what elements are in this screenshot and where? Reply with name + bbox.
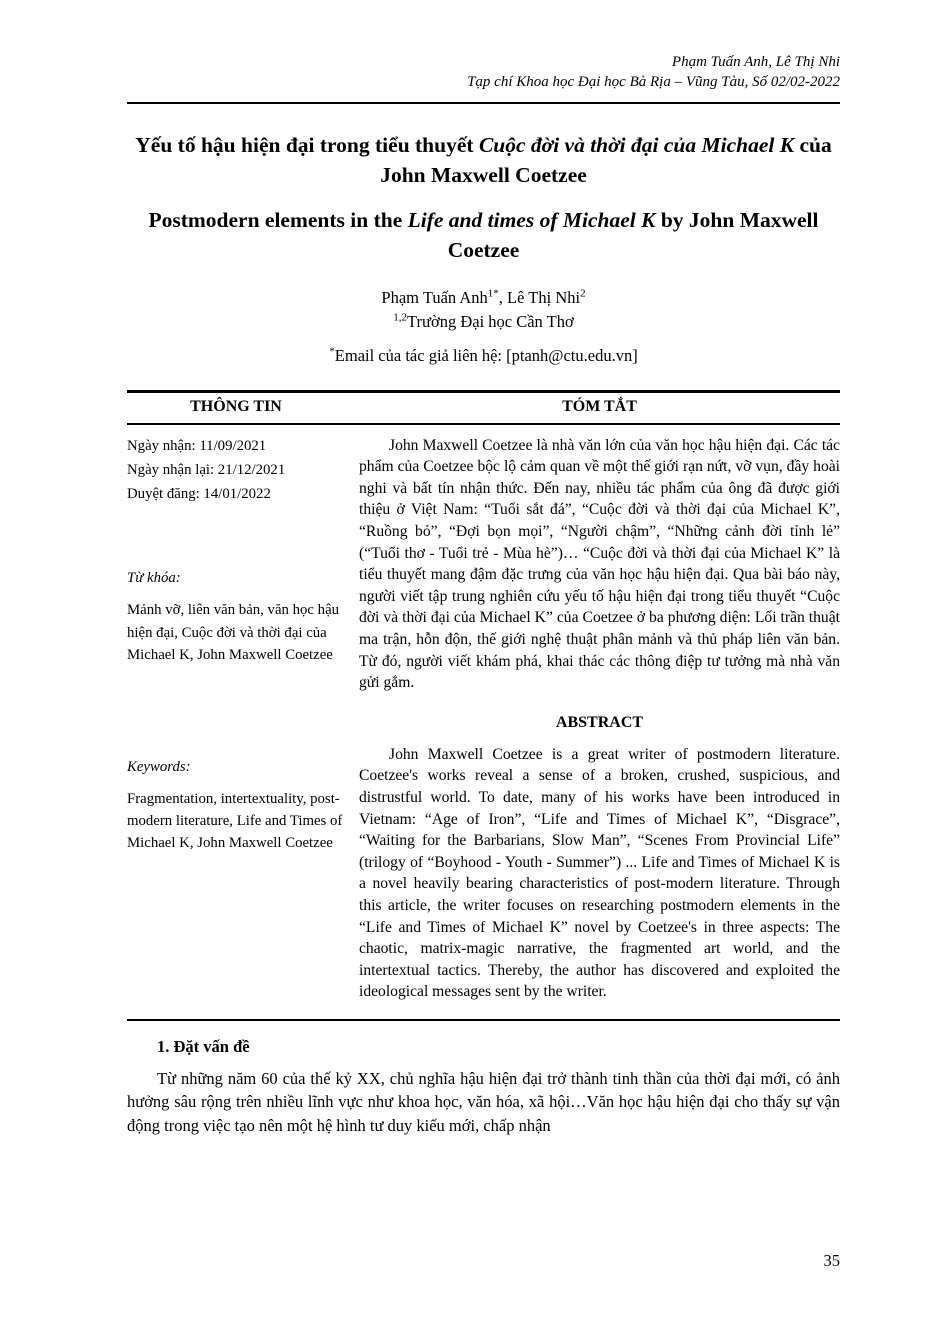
author-2-superscript: 2 <box>580 287 586 300</box>
column-gap <box>345 435 359 1003</box>
page-number: 35 <box>823 1251 840 1270</box>
affiliation-text: Trường Đại học Cần Thơ <box>407 311 574 331</box>
title-vietnamese <box>127 130 840 191</box>
contact-email-line <box>127 346 840 366</box>
affiliation-superscript: 1,2 <box>393 311 408 324</box>
title-english <box>127 205 840 266</box>
keywords-vn-text: Mảnh vỡ, liên văn bản, văn học hậu hiện đại, Cuộc đời và thời đại của Michael K, John Maxwell Coetzee <box>127 602 340 663</box>
info-abstract-table <box>127 390 840 1021</box>
keywords-vn-label: Từ khóa: <box>127 570 181 587</box>
running-head <box>127 52 840 93</box>
affiliation <box>127 312 840 332</box>
dates-block <box>127 435 345 506</box>
abstract-column <box>359 435 840 1003</box>
table-header-row <box>127 393 840 425</box>
column-gap <box>345 398 359 416</box>
keywords-en-label: Keywords: <box>127 758 191 775</box>
title-vn-italic: Cuộc đời và thời đại của Michael K <box>478 132 795 157</box>
email-superscript: * <box>329 345 335 358</box>
info-column-header: THÔNG TIN <box>190 397 282 415</box>
author-2: , Lê Thị Nhi <box>498 287 581 307</box>
revised-date: Ngày nhận lại: 21/12/2021 <box>127 461 286 478</box>
title-en-italic: Life and times of Michael K <box>407 207 656 232</box>
title-en-post: by John Maxwell Coetzee <box>447 207 819 263</box>
accepted-date: Duyệt đăng: 14/01/2022 <box>127 485 271 502</box>
email-text: Email của tác giả liên hệ: [ptanh@ctu.edu.vn] <box>334 345 638 365</box>
table-body-row <box>127 425 840 1019</box>
abstract-column-header: TÓM TẮT <box>562 397 637 415</box>
author-names <box>127 288 840 308</box>
abstract-english: John Maxwell Coetzee is a great writer of postmodern literature. Coetzee's works reveal a sense of a broken, crushed, suspicious, and distrustful world. To date, many of his works have been introduced in Vietnam: “Age of Iron”, “Life and Times of Michael K”, “Disgrace”, “Waiting for the Barbarians, Slow Man”, “Scenes From Provincial Life” (trilogy of “Boyhood - Youth - Summer”) ... Life and Times of Michael K is a novel heavily bearing characteristics of post-modern literature. Through this article, the writer focuses on researching postmodern elements in the “Life and Times of Michael K” novel by Coetzee's in three aspects: The chaotic, matrix-magic narrative, the fragmented art world, and the intertextual tactics. Thereby, the author has discovered and exploited the ideological messages sent by the writer. <box>359 745 840 1001</box>
received-date: Ngày nhận: 11/09/2021 <box>127 437 267 454</box>
title-en-pre: Postmodern elements in the <box>148 207 408 232</box>
title-vn-pre: Yếu tố hậu hiện đại trong tiểu thuyết <box>135 132 479 157</box>
abstract-english-header: ABSTRACT <box>555 713 644 731</box>
title-vn-post: của John Maxwell Coetzee <box>380 132 832 188</box>
running-head-authors: Phạm Tuấn Anh, Lê Thị Nhi <box>671 54 840 70</box>
abstract-vietnamese: John Maxwell Coetzee là nhà văn lớn của văn học hậu hiện đại. Các tác phẩm của Coetzee bộc lộ cảm quan về một thế giới rạn nứt, vỡ vụn, đầy hoài nghi và bất tín nhận thức. Đến nay, nhiều tác phẩm của ông đã được giới thiệu ở Việt Nam: “Tuổi sắt đá”, “Cuộc đời và thời đại của Michael K”, “Ruồng bỏ”, “Đợi bọn mọi”, “Người chậm”, “Những cảnh đời tỉnh lẻ” (“Tuổi thơ - Tuổi trẻ - Mùa hè”)… “Cuộc đời và thời đại của Michael K” là tiểu thuyết mang đậm đặc trưng của văn học hậu hiện đại. Qua bài báo này, người viết tập trung nghiên cứu yếu tố hậu hiện đại trong tiểu thuyết “Cuộc đời và thời đại của Michael K” của Coetzee ở ba phương diện: Lối trần thuật ma trận, hỗn độn, thế giới nghệ thuật phân mảnh và thủ pháp liên văn bản. Từ đó, người viết khám phá, khai thác các thông điệp tư tưởng mà nhà văn gửi gắm. <box>359 436 840 692</box>
running-head-journal: Tạp chí Khoa học Đại học Bà Rịa – Vũng Tàu, Số 02/02-2022 <box>467 74 840 91</box>
section-1-heading: 1. Đặt vấn đề <box>157 1036 250 1056</box>
info-column <box>127 435 345 1003</box>
header-rule <box>127 102 840 104</box>
author-1-superscript: 1* <box>487 287 499 300</box>
section-1-paragraph: Từ những năm 60 của thế kỷ XX, chủ nghĩa hậu hiện đại trở thành tinh thần của thời đại mới, có ảnh hưởng sâu rộng trên nhiều lĩnh vực như khoa học, văn hóa, xã hội…Văn học hậu hiện đại cho thấy sự vận động trong việc tạo nên một hệ hình tư duy kiểu mới, chấp nhận <box>127 1068 840 1135</box>
keywords-en-text: Fragmentation, intertextuality, post-modern literature, Life and Times of Michael K, John Maxwell Coetzee <box>127 791 343 852</box>
author-1: Phạm Tuấn Anh <box>381 287 488 307</box>
